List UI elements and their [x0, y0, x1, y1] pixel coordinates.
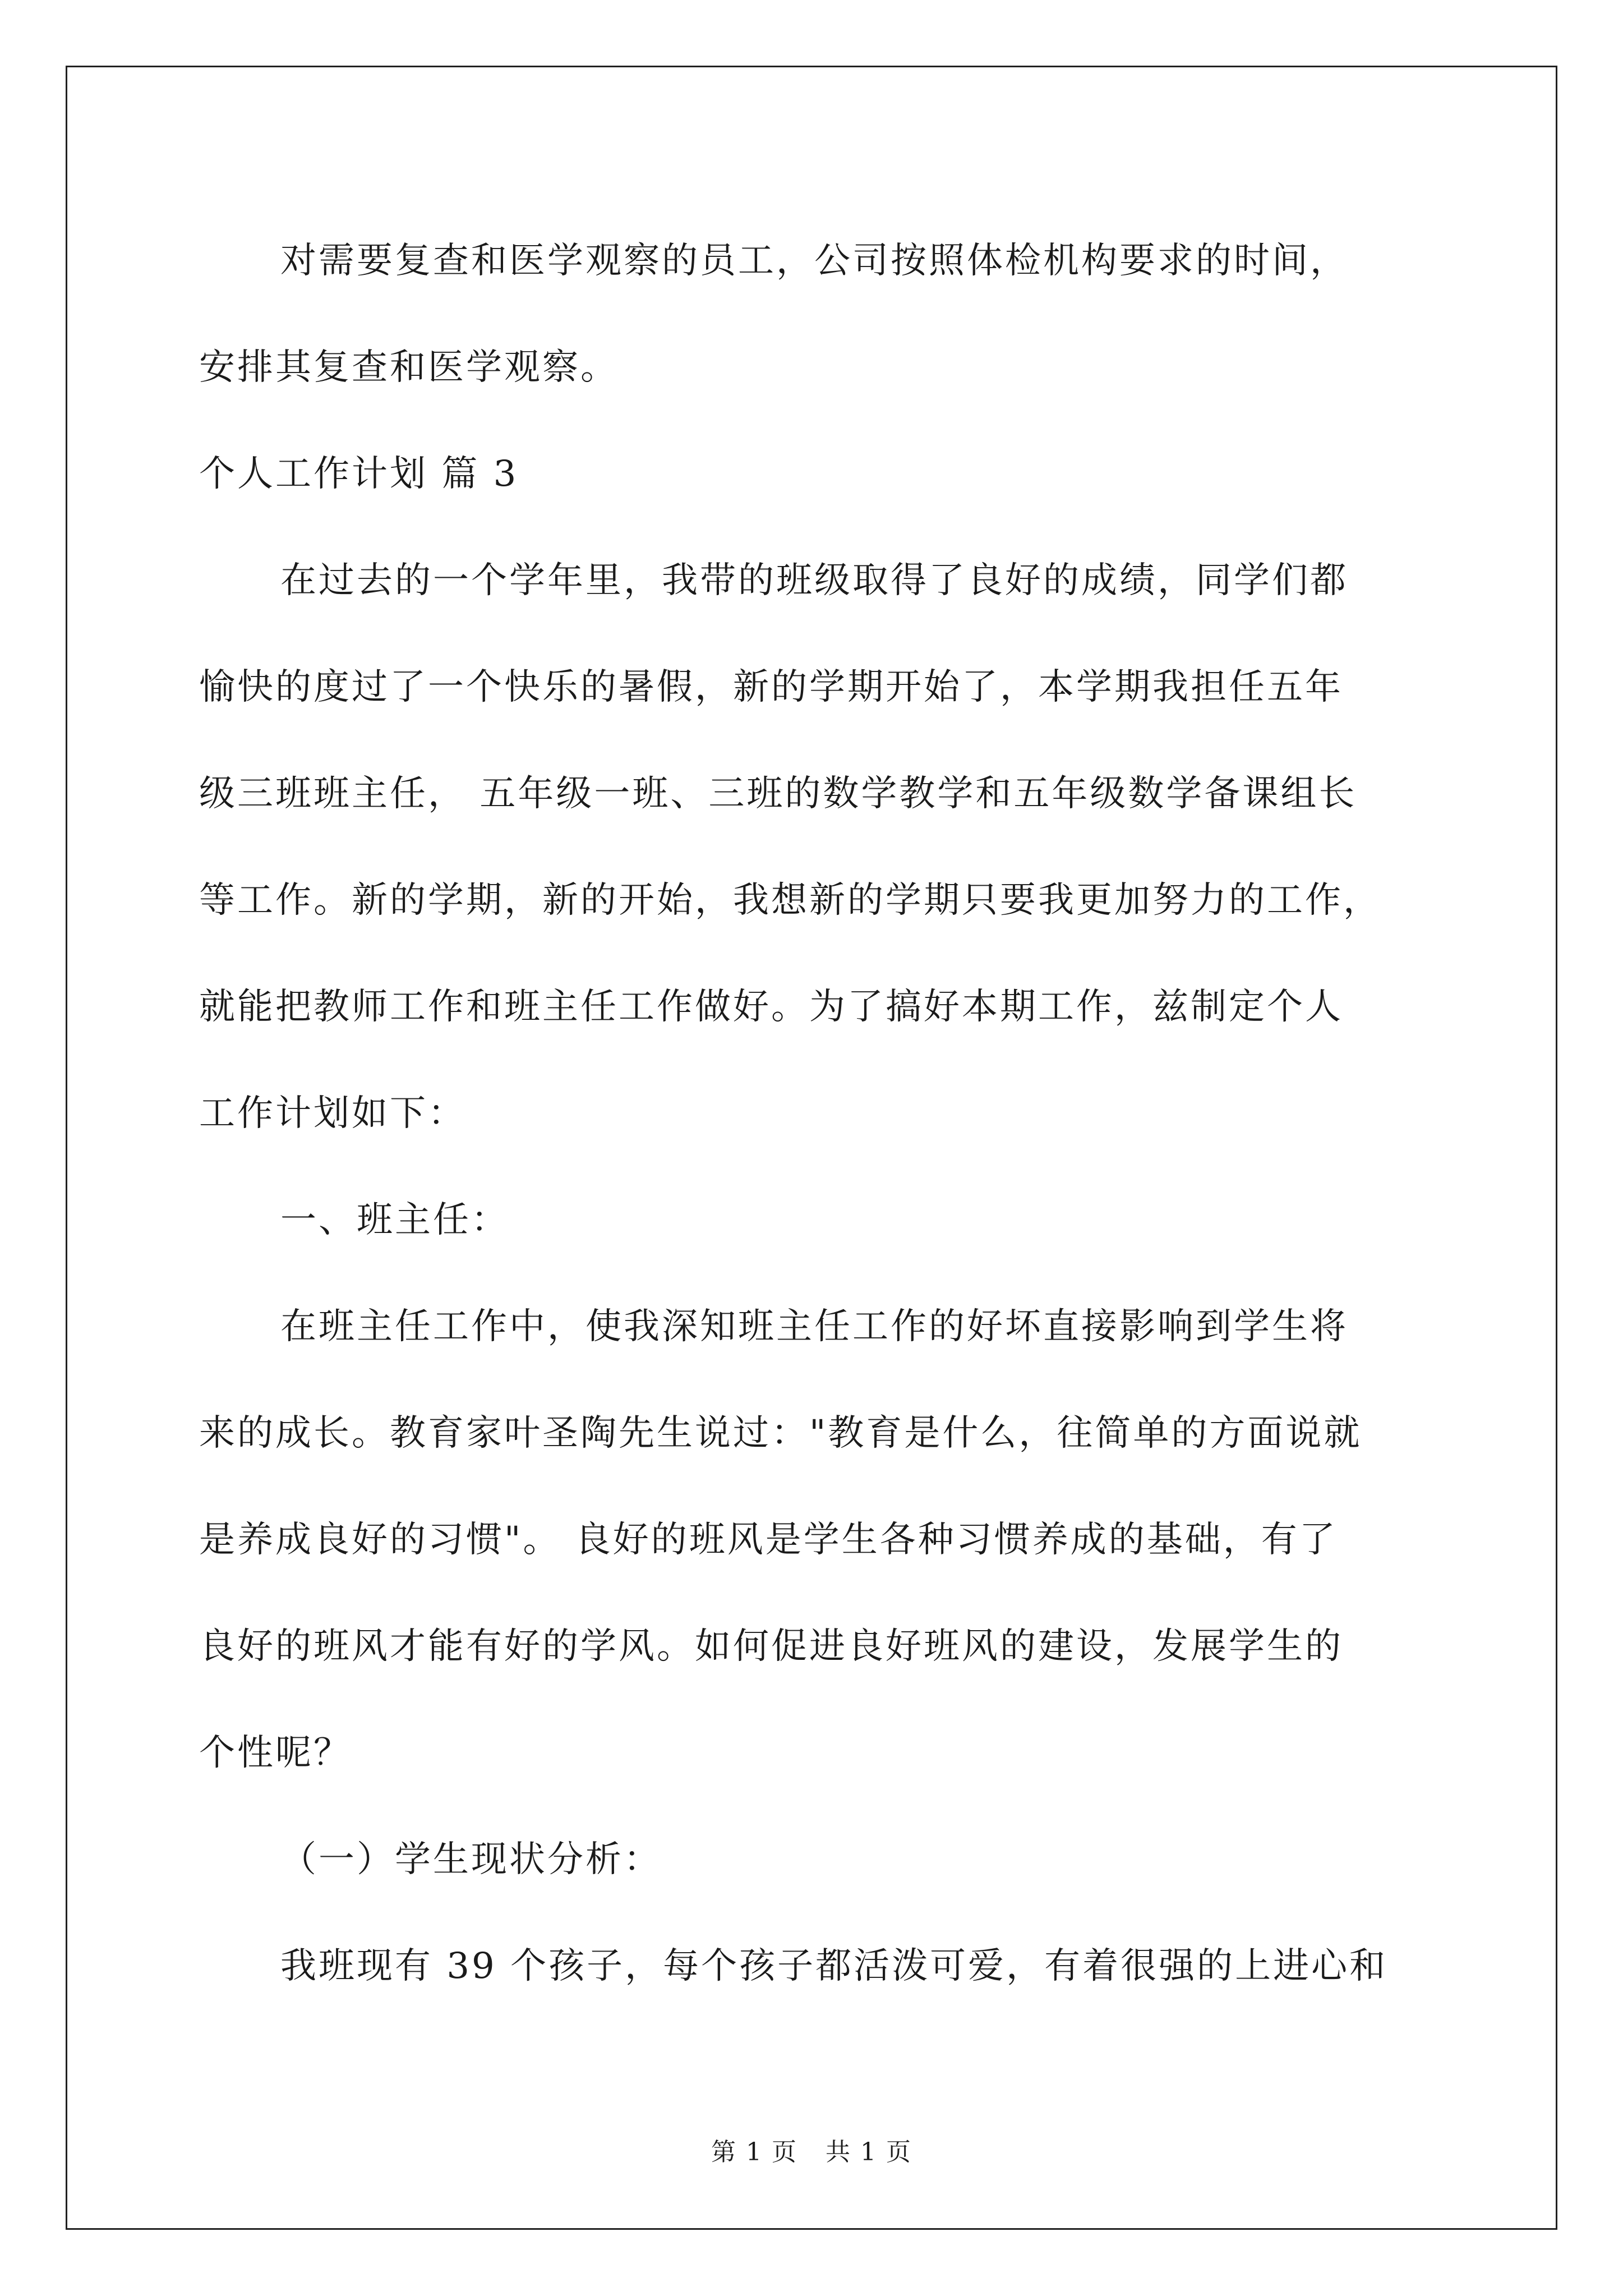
paragraph-line: 我班现有 39 个孩子，每个孩子都活泼可爱，有着很强的上进心和 — [280, 1945, 1388, 1987]
paragraph-line: 对需要复查和医学观察的员工，公司按照体检机构要求的时间， — [280, 240, 1348, 282]
paragraph-line: 就能把教师工作和班主任工作做好。为了搞好本期工作，兹制定个人 — [199, 986, 1343, 1028]
page-number-current: 第 1 页 — [711, 2138, 797, 2166]
paragraph-line: 愉快的度过了一个快乐的暑假，新的学期开始了，本学期我担任五年 — [199, 666, 1343, 708]
subsection-heading: 一、班主任： — [280, 1199, 509, 1241]
paragraph-line: 个性呢？ — [199, 1732, 352, 1774]
paragraph-line: 来的成长。教育家叶圣陶先生说过："教育是什么，往简单的方面说就 — [199, 1412, 1362, 1454]
paragraph-line: 工作计划如下： — [199, 1093, 466, 1134]
paragraph-line: 是养成良好的习惯"。 良好的班风是学生各种习惯养成的基础，有了 — [199, 1519, 1338, 1561]
page-footer — [0, 2132, 1623, 2168]
document-body — [199, 208, 1461, 2019]
paragraph-line: 在班主任工作中，使我深知班主任工作的好坏直接影响到学生将 — [280, 1306, 1348, 1347]
paragraph-line: 等工作。新的学期，新的开始，我想新的学期只要我更加努力的工作， — [199, 880, 1381, 921]
paragraph-line: 良好的班风才能有好的学风。如何促进良好班风的建设，发展学生的 — [199, 1626, 1343, 1667]
paragraph-line: 安排其复查和医学观察。 — [199, 347, 619, 388]
subsection-heading: （一）学生现状分析： — [280, 1839, 662, 1880]
page-number-total: 共 1 页 — [826, 2138, 912, 2166]
section-heading: 个人工作计划 篇 3 — [199, 453, 519, 495]
paragraph-line: 级三班班主任， 五年级一班、三班的数学教学和五年级数学备课组长 — [199, 773, 1357, 815]
paragraph-line: 在过去的一个学年里，我带的班级取得了良好的成绩，同学们都 — [280, 560, 1348, 601]
